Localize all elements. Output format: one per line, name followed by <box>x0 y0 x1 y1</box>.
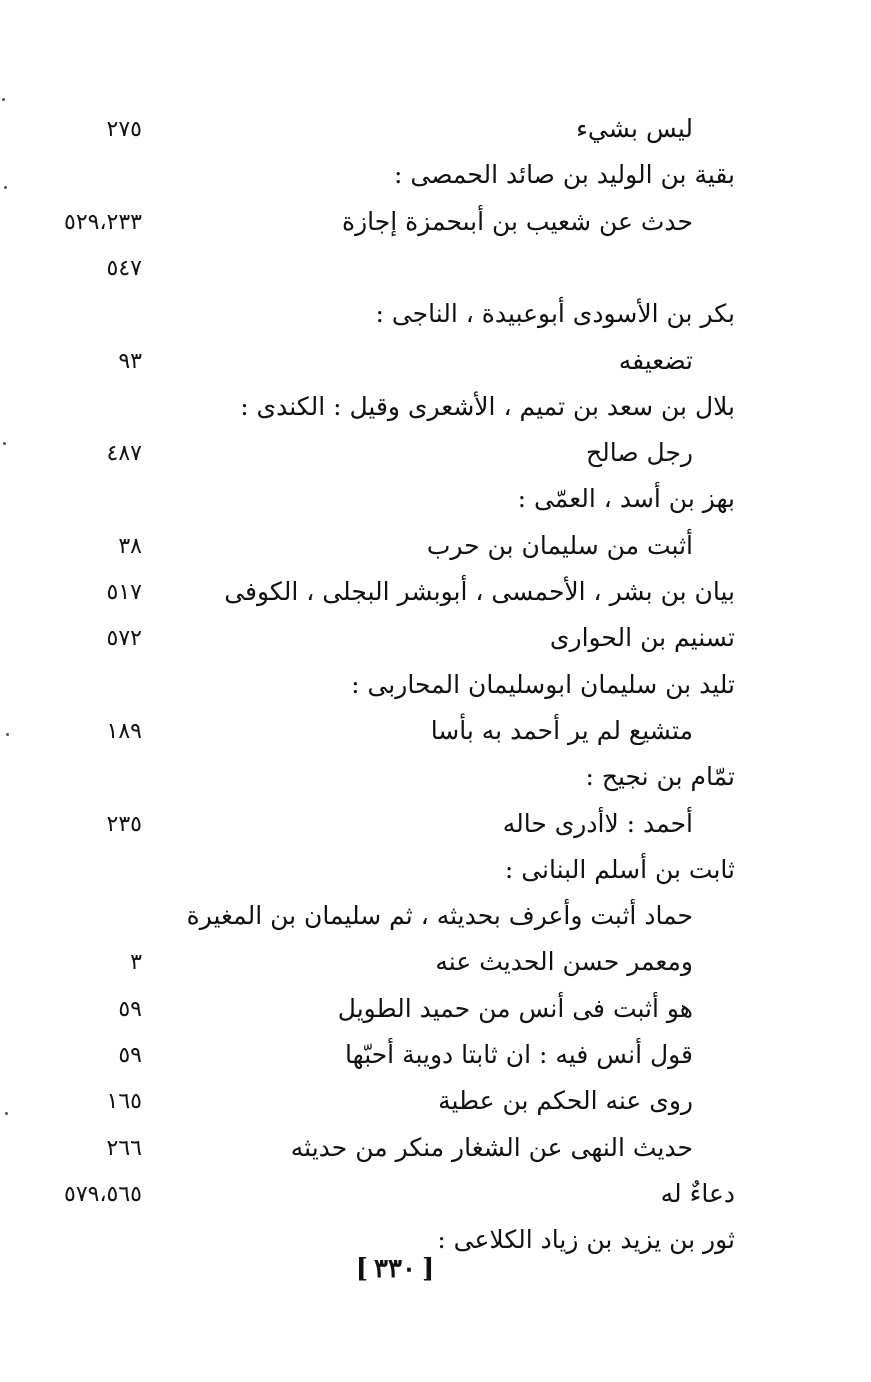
page-number-value: ٣٣٠ <box>374 1254 416 1284</box>
entry-subentry: قول أنس فيه : ان ثابتا دويبة أحبّها <box>345 1040 693 1069</box>
index-entry <box>0 708 871 754</box>
entry-page-refs: ٣٨ <box>118 533 142 559</box>
entry-subentry: تضعيفه <box>618 345 693 375</box>
entry-subentry: رجل صالح <box>585 438 693 468</box>
entry-subentry: حديث النهى عن الشغار منكر من حديثه <box>290 1132 693 1162</box>
entry-heading: بقية بن الوليد بن صائد الحمصى : <box>394 160 735 190</box>
entry-subentry: ليس بشيء <box>576 114 693 143</box>
entry-subentry: ومعمر حسن الحديث عنه <box>435 947 693 977</box>
index-entry <box>0 245 871 291</box>
index-entry <box>0 754 871 800</box>
entry-page-refs: ٥٩ <box>118 1043 142 1068</box>
entry-heading: تمّام بن نجيح : <box>585 762 735 792</box>
index-entry <box>0 847 871 893</box>
index-entry <box>0 523 871 569</box>
page-number-bracket-open: [ <box>421 1254 435 1284</box>
entry-heading: تليد بن سليمان ابوسليمان المحاربى : <box>351 669 735 699</box>
scan-speck <box>5 1112 8 1115</box>
entry-subentry: متشيع لم ير أحمد به بأسا <box>430 715 693 745</box>
index-entry <box>0 1032 871 1078</box>
entry-page-refs: ٣ <box>130 950 142 976</box>
index-entry <box>0 1125 871 1171</box>
entry-subentry: أحمد : لاأدرى حاله <box>502 808 693 838</box>
index-entry <box>0 1078 871 1124</box>
index-entry <box>0 152 871 198</box>
index-entry <box>0 338 871 384</box>
index-entry <box>0 199 871 245</box>
page-number <box>345 1249 445 1289</box>
entry-heading: ثابت بن أسلم البنانى : <box>504 854 735 884</box>
entry-heading: بهز بن أسد ، العمّى : <box>517 484 735 514</box>
entry-page-refs: ١٦٥ <box>106 1089 142 1115</box>
index-entry <box>0 939 871 985</box>
entry-subentry: أثبت من سليمان بن حرب <box>426 530 693 560</box>
entry-heading: تسنيم بن الحوارى <box>549 623 735 653</box>
entry-page-refs: ٢٣٥ <box>106 811 142 837</box>
entry-page-refs: ٥٧٢ <box>106 626 142 652</box>
scan-speck <box>2 98 5 101</box>
entry-page-refs: ٤٨٧ <box>106 441 142 467</box>
index-entry <box>0 986 871 1032</box>
index-entry <box>0 384 871 430</box>
entry-page-refs: ٢٦٦ <box>106 1135 142 1161</box>
index-entry <box>0 801 871 847</box>
index-entry <box>0 291 871 337</box>
entry-page-refs: ٥١٧ <box>106 580 142 605</box>
entry-page-refs: ٩٣ <box>118 348 142 374</box>
entry-heading: بلال بن سعد بن تميم ، الأشعرى وقيل : الكندى : <box>240 391 735 421</box>
entry-page-refs: ١٨٩ <box>106 718 142 744</box>
entry-heading: دعاءٌ له <box>660 1178 735 1208</box>
page-number-bracket-close: ] <box>355 1254 369 1284</box>
index-entry <box>0 893 871 939</box>
entry-subentry: حدث عن شعيب بن أبىحمزة إجازة <box>341 206 693 236</box>
scan-speck <box>4 186 7 189</box>
index-entry <box>0 615 871 661</box>
index-entry <box>0 569 871 615</box>
entry-page-refs: ٢٧٥ <box>106 117 142 142</box>
entry-page-refs: ٥٧٩،٥٦٥ <box>64 1181 142 1207</box>
index-entry <box>0 662 871 708</box>
scan-speck <box>6 733 9 736</box>
entry-subentry: حماد أثبت وأعرف بحديثه ، ثم سليمان بن المغيرة <box>186 901 693 931</box>
entry-heading: بكر بن الأسودى أبوعبيدة ، الناجى : <box>375 299 735 329</box>
index-entry <box>0 1171 871 1217</box>
index-entry <box>0 106 871 152</box>
index-entry <box>0 430 871 476</box>
entry-page-refs: ٥٢٩،٢٣٣ <box>64 209 142 235</box>
entry-subentry: روى عنه الحكم بن عطية <box>438 1086 693 1116</box>
entry-heading: بيان بن بشر ، الأحمسى ، أبوبشر البجلى ، الكوفى <box>224 577 735 606</box>
entry-subentry: هو أثبت فى أنس من حميد الطويل <box>337 993 693 1023</box>
entry-heading: ثور بن يزيد بن زياد الكلاعى : <box>437 1225 735 1255</box>
entry-page-refs: ٥٤٧ <box>106 255 142 281</box>
scan-speck <box>3 442 6 445</box>
entry-page-refs: ٥٩ <box>118 996 142 1022</box>
index-entry <box>0 476 871 522</box>
